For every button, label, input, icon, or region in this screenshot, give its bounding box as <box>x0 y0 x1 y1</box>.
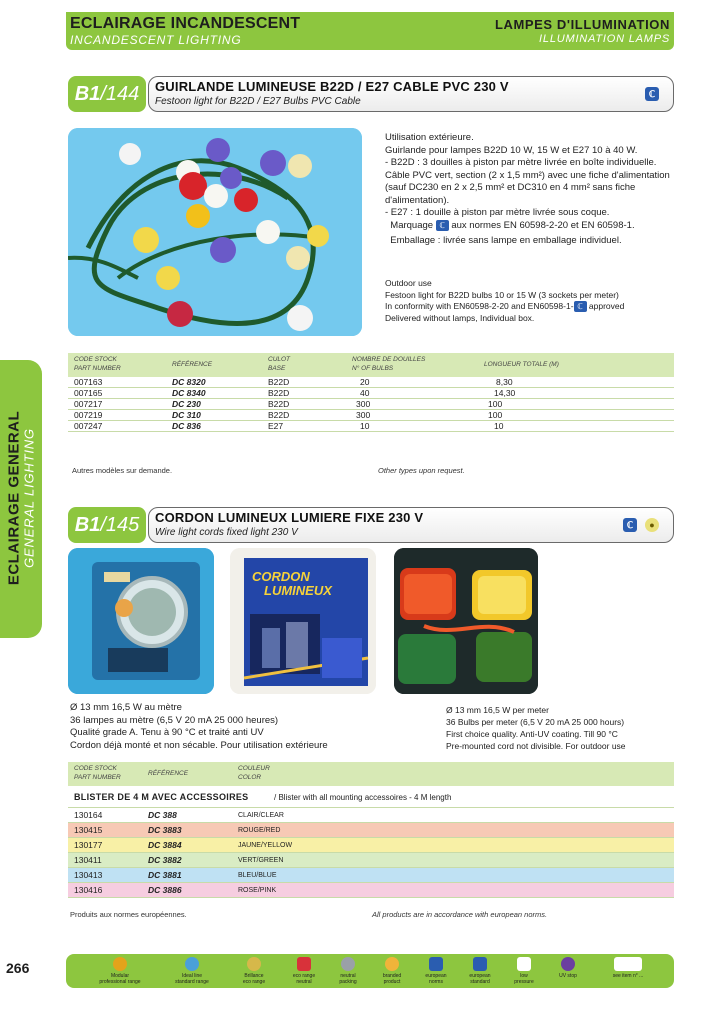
low-pressure-icon <box>517 957 531 971</box>
legend-item: european standard <box>460 957 500 985</box>
side-category-tab[interactable] <box>0 360 42 638</box>
branded-product-icon <box>385 957 399 971</box>
table-row: 130164 DC 388 CLAIR/CLEAR <box>68 808 674 823</box>
section-2-header <box>68 507 674 543</box>
section-1-header <box>68 76 674 112</box>
table-header: CODE STOCK PART NUMBER RÉFÉRENCE CULOT BASE NOMBRE DE DOUILLES N° OF BULBS LONGUEUR TOTALE (M) <box>68 353 674 377</box>
section-1-note-fr: Autres modèles sur demande. <box>72 466 173 475</box>
section-1-code: B1 /144 <box>68 76 146 112</box>
page-number: 266 <box>6 960 30 976</box>
legend-item: low pressure <box>504 957 544 985</box>
blister-illustration <box>68 548 214 694</box>
legend-item: UV stop <box>548 957 588 979</box>
table-group-header: BLISTER DE 4 M AVEC ACCESSOIRES / Blister with all mounting accessoires - 4 M length <box>68 786 674 808</box>
legend-item: neutral packing <box>328 957 368 985</box>
section-1-description-fr: Utilisation extérieure. Guirlande pour lampes B22D 10 W, 15 W et E27 10 à 40 W. - B22D : 3 douilles à piston par mètre livrée en boîte individuelle. Câble PVC vert, section (2 x 1,5 mm²) avec une fiche d'alimentation (sauf DC230 en 2 x 2,5 mm² et DC310 en 4 mm² sans fiche d'alimentation). - E27 : 1 douille à piston par mètre livrée sous coque. Marquage ℂ aux normes EN 60598-2-20 et EN 60598-1. Emballage : livrée sans lampe en emballage individuel. <box>385 132 670 247</box>
european-standard-icon <box>473 957 487 971</box>
page-header <box>66 12 674 50</box>
table-row: 007219 DC 310 B22D 300 100 <box>68 410 674 421</box>
side-tab-title: ECLAIRAGE GENERAL <box>5 410 23 586</box>
section-1-note-en: Other types upon request. <box>378 466 465 475</box>
section-1-table <box>68 353 674 432</box>
festoon-light-photo <box>68 128 362 336</box>
section-2-note-en: All products are in accordance with european norms. <box>372 910 548 919</box>
ideal-line-icon <box>185 957 199 971</box>
header-right-subtitle: ILLUMINATION LAMPS <box>539 33 670 45</box>
section-2-code: B1 /145 <box>68 507 146 543</box>
ce-mark-icon: ℂ <box>436 220 449 231</box>
side-tab-subtitle: GENERAL LIGHTING <box>21 428 37 568</box>
legend-item: eco range neutral <box>284 957 324 985</box>
eco-range-icon <box>297 957 311 971</box>
section-2-title-box <box>148 507 674 543</box>
reels-illustration <box>394 548 538 694</box>
box-label: CORDON LUMINEUX <box>252 569 332 598</box>
section-1-description-en: Outdoor use Festoon light for B22D bulbs 10 or 15 W (3 sockets per meter) In conformity with EN60598-2-20 and EN60598-1- ℂ approved Delivered without lamps, Individual box. <box>385 278 625 323</box>
section-1-title-box <box>148 76 674 112</box>
cordon-box-photo <box>230 548 376 694</box>
header-right-title: LAMPES D'ILLUMINATION <box>494 17 670 32</box>
ce-mark-icon: ℂ <box>574 301 587 312</box>
legend-item: Ideal line standard range <box>162 957 222 985</box>
section-1-subtitle: Festoon light for B22D / E27 Bulbs PVC Cable <box>155 96 361 107</box>
table-row: 007247 DC 836 E27 10 10 <box>68 421 674 432</box>
table-row: 130415 DC 3883 ROUGE/RED <box>68 823 674 838</box>
ce-certification-icon: ℂ <box>645 87 659 101</box>
legend-item: Brillance eco range <box>228 957 280 985</box>
header-left-title: ECLAIRAGE INCANDESCENT <box>70 15 301 32</box>
brand-certification-icon: ● <box>645 518 659 532</box>
section-2-table <box>68 762 674 898</box>
legend-item: see item n° ... <box>598 957 658 979</box>
section-2-subtitle: Wire light cords fixed light 230 V <box>155 527 298 538</box>
section-1-title: GUIRLANDE LUMINEUSE B22D / E27 CABLE PVC 230 V <box>155 79 509 94</box>
legend-item: branded product <box>372 957 412 985</box>
table-row: 007217 DC 230 B22D 300 100 <box>68 399 674 410</box>
legend-footer <box>66 954 674 988</box>
neutral-packing-icon <box>341 957 355 971</box>
uv-stop-icon <box>561 957 575 971</box>
festoon-illustration <box>68 128 362 336</box>
ce-certification-icon: ℂ <box>623 518 637 532</box>
european-norms-icon <box>429 957 443 971</box>
table-row: 007163 DC 8320 B22D 20 8,30 <box>68 377 674 388</box>
light-cord-reels-photo <box>394 548 538 694</box>
brillance-icon <box>247 957 261 971</box>
table-row: 130413 DC 3881 BLEU/BLUE <box>68 868 674 883</box>
table-row: 130411 DC 3882 VERT/GREEN <box>68 853 674 868</box>
table-row: 130177 DC 3884 JAUNE/YELLOW <box>68 838 674 853</box>
table-row: 007165 DC 8340 B22D 40 14,30 <box>68 388 674 399</box>
table-row: 130416 DC 3886 ROSE/PINK <box>68 883 674 898</box>
section-2-note-fr: Produits aux normes européennes. <box>70 910 187 919</box>
header-left-subtitle: INCANDESCENT LIGHTING <box>70 33 242 47</box>
section-2-title: CORDON LUMINEUX LUMIERE FIXE 230 V <box>155 510 424 525</box>
section-2-description-fr: Ø 13 mm 16,5 W au mètre 36 lampes au mètre (6,5 V 20 mA 25 000 heures) Qualité grade A. Tenu à 90 °C et traité anti UV Cordon déjà monté et non sécable. Pour utilisation extérieure <box>70 702 328 751</box>
legend-item: Modular professional range <box>90 957 150 985</box>
table-header: CODE STOCK PART NUMBER RÉFÉRENCE COULEUR COLOR <box>68 762 674 786</box>
modular-icon <box>113 957 127 971</box>
see-item-icon <box>614 957 642 971</box>
section-2-description-en: Ø 13 mm 16,5 W per meter 36 Bulbs per meter (6,5 V 20 mA 25 000 hours) First choice quality. Anti-UV coating. Till 90 °C Pre-mounted cord not divisible. For outdoor use <box>446 705 626 751</box>
blister-pack-photo <box>68 548 214 694</box>
legend-item: european norms <box>416 957 456 985</box>
